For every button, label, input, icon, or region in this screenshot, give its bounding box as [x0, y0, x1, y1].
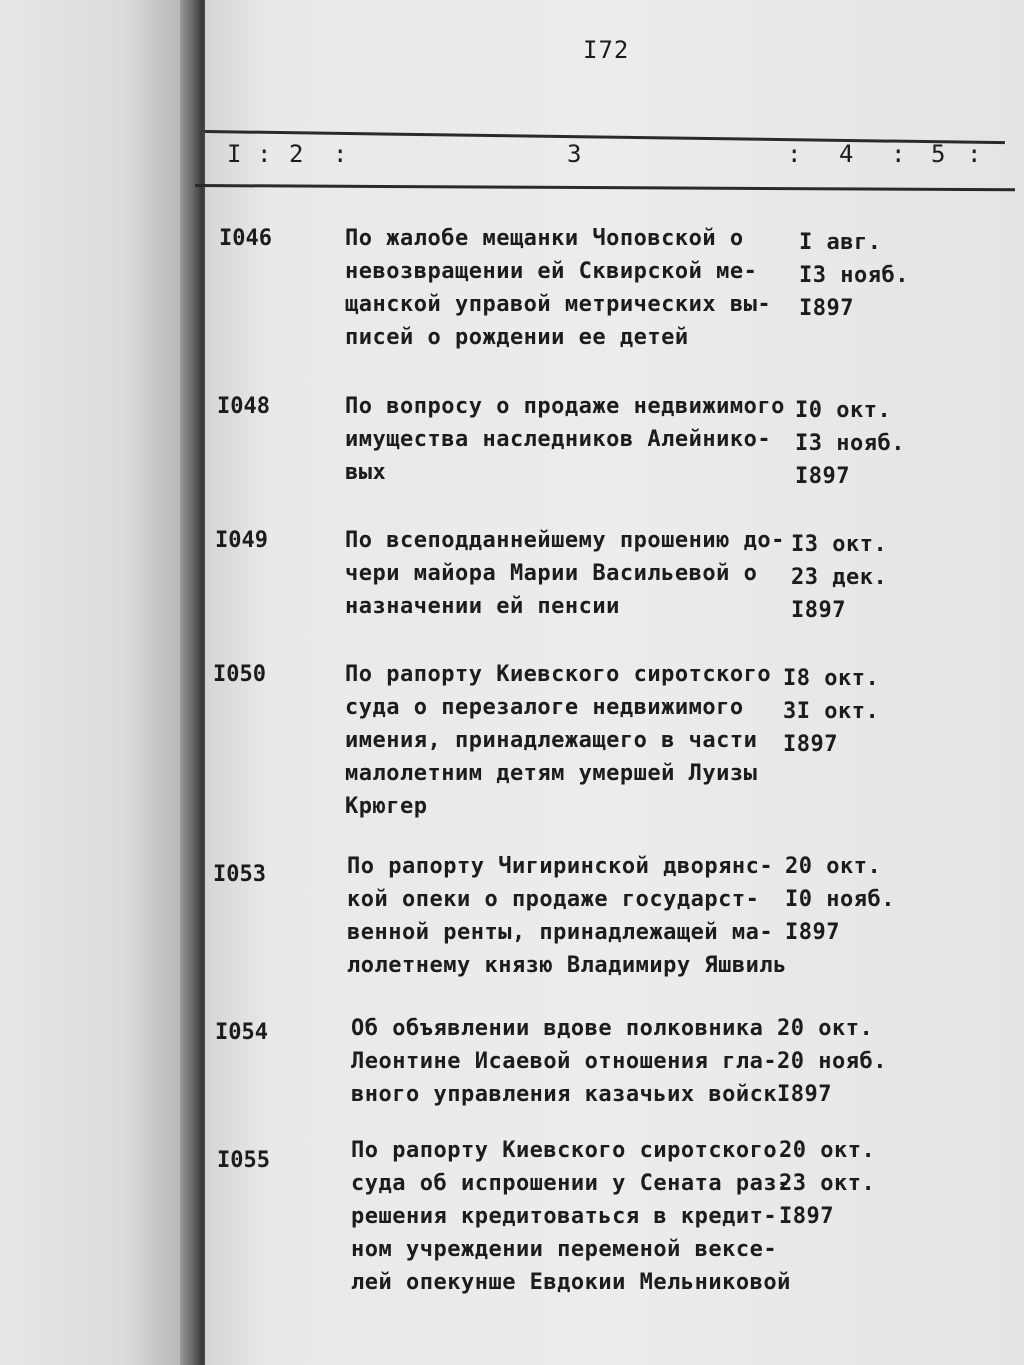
entry-number: I054: [215, 1020, 268, 1045]
entry-dates: [777, 1012, 887, 1111]
date-year: I897: [779, 1204, 834, 1229]
right-page: [205, 0, 1024, 1365]
entry-line: суда о перезалоге недвижимого: [345, 695, 744, 720]
date-end: 20 нояб.: [777, 1049, 887, 1074]
date-year: I897: [791, 598, 846, 623]
date-start: I0 окт.: [795, 398, 892, 423]
entry-line: малолетним детям умершей Луизы: [345, 761, 758, 786]
entry-line: Леонтине Исаевой отношения гла-: [351, 1049, 778, 1074]
entry-dates: [791, 528, 887, 627]
date-end: I0 нояб.: [785, 887, 895, 912]
entry-number: I049: [215, 528, 268, 553]
date-end: 3I окт.: [783, 699, 880, 724]
date-year: I897: [785, 920, 840, 945]
entry-line: имения, принадлежащего в части: [345, 728, 758, 753]
entry-line: По рапорту Киевского сиротского: [351, 1138, 778, 1163]
entry-number: I050: [213, 662, 266, 687]
entry-line: По рапорту Чигиринской дворянс-: [347, 854, 774, 879]
date-start: 20 окт.: [777, 1016, 874, 1041]
entry-line: лолетнему князю Владимиру Яшвиль: [347, 953, 787, 978]
date-year: I897: [783, 732, 838, 757]
column-separator: :: [967, 140, 982, 168]
entry-line: вного управления казачьих войск: [351, 1082, 778, 1107]
column-header-4: 4: [839, 140, 854, 168]
date-end: I3 нояб.: [799, 263, 909, 288]
left-page: [0, 0, 205, 1365]
date-start: 20 окт.: [779, 1138, 876, 1163]
entry-line: имущества наследников Алейнико-: [345, 427, 772, 452]
entry-description: [345, 524, 785, 623]
entry-dates: [785, 850, 895, 949]
entry-line: По вопросу о продаже недвижимого: [345, 394, 785, 419]
header-rule-bottom: [195, 184, 1015, 191]
date-end: 23 дек.: [791, 565, 888, 590]
entry-line: писей о рождении ее детей: [345, 325, 689, 350]
entry-line: чери майора Марии Васильевой о: [345, 561, 758, 586]
entry-description: [351, 1012, 791, 1111]
entry-line: ном учреждении переменой вексе-: [351, 1237, 778, 1262]
entry-dates: [799, 226, 909, 325]
entry-line: По жалобе мещанки Чоповской о: [345, 226, 744, 251]
entry-line: вых: [345, 460, 387, 485]
entry-line: суда об испрошении у Сената раз-: [351, 1171, 791, 1196]
entry-description: [347, 850, 787, 982]
entry-line: Об объявлении вдове полковника: [351, 1016, 764, 1041]
entry-line: решения кредитоваться в кредит-: [351, 1204, 778, 1229]
entry-line: кой опеки о продаже государст-: [347, 887, 760, 912]
page-number: I72: [583, 36, 630, 64]
column-separator: :: [787, 140, 802, 168]
header-rule-top: [205, 130, 1005, 144]
column-header-1: I: [227, 140, 242, 168]
entry-dates: [795, 394, 905, 493]
date-year: I897: [795, 464, 850, 489]
column-separator: :: [257, 140, 272, 168]
column-separator: :: [891, 140, 906, 168]
entry-line: щанской управой метрических вы-: [345, 292, 772, 317]
date-start: I8 окт.: [783, 666, 880, 691]
entry-number: I055: [217, 1148, 270, 1173]
date-year: I897: [799, 296, 854, 321]
entry-number: I053: [213, 862, 266, 887]
date-start: I авг.: [799, 230, 882, 255]
entry-description: [345, 222, 785, 354]
entry-line: По всеподданнейшему прошению до-: [345, 528, 785, 553]
date-start: 20 окт.: [785, 854, 882, 879]
entry-description: [351, 1134, 791, 1299]
entry-dates: [783, 662, 879, 761]
column-header-3: 3: [567, 140, 582, 168]
entry-line: Крюгер: [345, 794, 428, 819]
column-header-5: 5: [931, 140, 946, 168]
date-start: I3 окт.: [791, 532, 888, 557]
date-end: I3 нояб.: [795, 431, 905, 456]
entry-number: I046: [219, 226, 272, 251]
entry-line: венной ренты, принадлежащей ма-: [347, 920, 774, 945]
entry-line: невозвращении ей Сквирской ме-: [345, 259, 758, 284]
date-end: 23 окт.: [779, 1171, 876, 1196]
entry-line: По рапорту Киевского сиротского: [345, 662, 772, 687]
entry-number: I048: [217, 394, 270, 419]
entry-dates: [779, 1134, 875, 1233]
column-separator: :: [333, 140, 348, 168]
column-header-2: 2: [289, 140, 304, 168]
entry-description: [345, 658, 785, 823]
entry-description: [345, 390, 785, 489]
entry-line: назначении ей пенсии: [345, 594, 620, 619]
date-year: I897: [777, 1082, 832, 1107]
entry-line: лей опекунше Евдокии Мельниковой: [351, 1270, 791, 1295]
